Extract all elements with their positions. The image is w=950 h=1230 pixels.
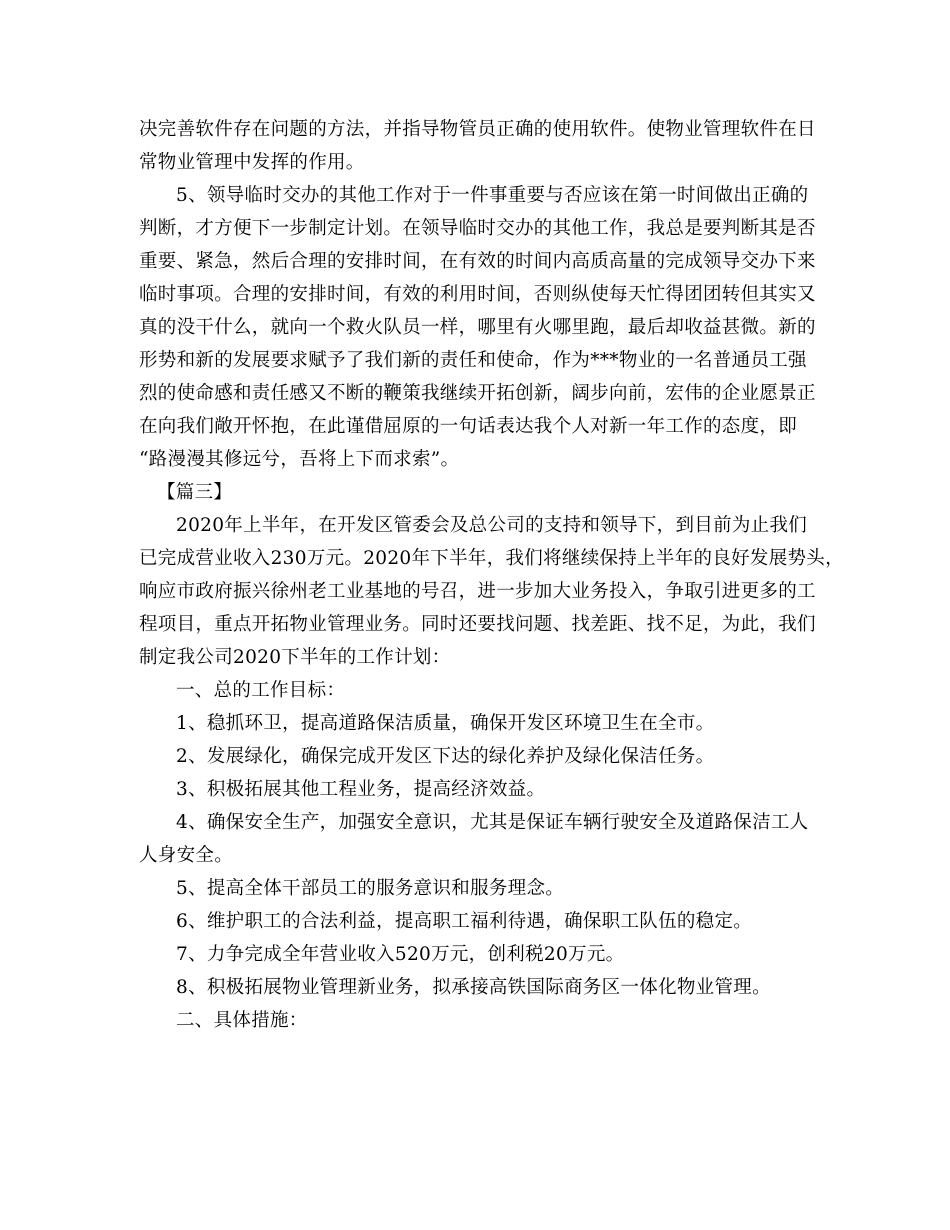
text-line: 烈的使命感和责任感又不断的鞭策我继续开拓创新，阔步向前，宏伟的企业愿景正 [139, 383, 816, 404]
text-line: 响应市政府振兴徐州老工业基地的号召，进一步加大业务投入，争取引进更多的工 [139, 581, 816, 602]
text-line: 判断，才方便下一步制定计划。在领导临时交办的其他工作，我总是要判断其是否 [139, 218, 816, 239]
subsection-heading: 二、具体措施： [176, 1010, 308, 1031]
text-line: 决完善软件存在问题的方法，并指导物管员正确的使用软件。使物业管理软件在日 [139, 119, 816, 140]
text-line: “路漫漫其修远兮，吾将上下而求索”。 [139, 449, 460, 470]
section-heading: 【篇三】 [157, 482, 233, 503]
text-line: 重要、紧急，然后合理的安排时间，在有效的时间内高质高量的完成领导交办下来 [139, 251, 816, 272]
list-item: 2、发展绿化，确保完成开发区下达的绿化养护及绿化保洁任务。 [176, 746, 715, 767]
list-item: 1、稳抓环卫，提高道路保洁质量，确保开发区环境卫生在全市。 [176, 713, 715, 734]
text-line: 形势和新的发展要求赋予了我们新的责任和使命，作为***物业的一名普通员工强 [139, 350, 807, 371]
text-line: 临时事项。合理的安排时间，有效的利用时间，否则纵使每天忙得团团转但其实又 [139, 284, 816, 305]
list-item: 6、维护职工的合法利益，提高职工福利待遇，确保职工队伍的稳定。 [176, 911, 753, 932]
list-item: 8、积极拓展物业管理新业务，拟承接高铁国际商务区一体化物业管理。 [176, 977, 771, 998]
list-item: 5、提高全体干部员工的服务意识和服务理念。 [176, 878, 565, 899]
document-body [139, 113, 844, 1037]
text-line: 程项目，重点开拓物业管理业务。同时还要找问题、找差距、找不足，为此，我们 [139, 614, 816, 635]
text-line: 在向我们敞开怀抱，在此谨借屈原的一句话表达我个人对新一年工作的态度，即 [139, 416, 798, 437]
text-line: 已完成营业收入230万元。2020年下半年，我们将继续保持上半年的良好发展势头， [139, 548, 844, 569]
list-item: 3、积极拓展其他工程业务，提高经济效益。 [176, 779, 546, 800]
list-item: 7、力争完成全年营业收入520万元，创利税20万元。 [176, 944, 625, 965]
text-line: 2020年上半年，在开发区管委会及总公司的支持和领导下，到目前为止我们 [176, 515, 808, 536]
text-line: 真的没干什么，就向一个救火队员一样，哪里有火哪里跑，最后却收益甚微。新的 [139, 317, 816, 338]
text-line: 常物业管理中发挥的作用。 [139, 152, 365, 173]
text-line: 制定我公司2020下半年的工作计划： [139, 647, 451, 668]
text-line: 人身安全。 [139, 845, 234, 866]
text-line: 5、领导临时交办的其他工作对于一件事重要与否应该在第一时间做出正确的 [176, 185, 809, 206]
list-item: 4、确保安全生产，加强安全意识，尤其是保证车辆行驶安全及道路保洁工人 [176, 812, 809, 833]
subsection-heading: 一、总的工作目标： [176, 680, 346, 701]
